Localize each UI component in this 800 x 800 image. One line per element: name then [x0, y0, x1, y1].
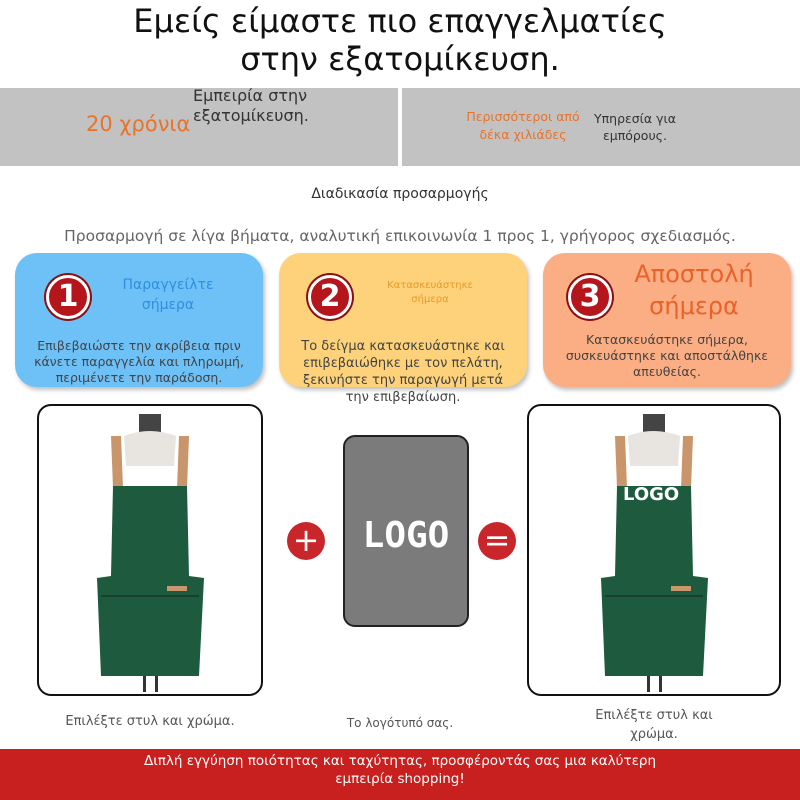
step-desc-3: Κατασκευάστηκε σήμερα, συσκευάστηκε και αποστάλθηκε απευθείας. — [565, 332, 769, 379]
step-desc-2: Το δείγμα κατασκευάστηκε και επιβεβαιώθηκε με τον πελάτη, ξεκινήστε την παραγωγή μετά την επιβεβαίωση. — [301, 339, 505, 405]
apron-logo-frame — [527, 404, 781, 696]
footer-banner: Διπλή εγγύηση ποιότητας και ταχύτητας, προσφέροντάς σας μια καλύτερη εμπειρία shopping! — [0, 749, 800, 800]
step-number-3: 3 — [568, 275, 612, 319]
step-title-3: Αποστολή σήμερα — [634, 260, 754, 320]
plus-icon: + — [287, 522, 325, 560]
equals-icon: = — [478, 522, 516, 560]
caption-left: Επιλέξτε στυλ και χρώμα. — [65, 714, 235, 729]
apron-plain-image — [39, 406, 261, 694]
process-title: Διαδικασία προσαρμογής — [311, 186, 489, 202]
step-number-2: 2 — [308, 275, 352, 319]
step-desc-1: Επιβεβαιώστε την ακρίβεια πριν κάνετε παραγγελία και πληρωμή, περιμένετε την παράδοση. — [34, 338, 244, 385]
process-subtitle: Προσαρμογή σε λίγα βήματα, αναλυτική επικοινωνία 1 προς 1, γρήγορος σχεδιασμός. — [64, 227, 736, 245]
logo-placeholder: LOGO — [343, 435, 469, 627]
apron-logo-image — [529, 406, 779, 694]
page-title: Εμείς είμαστε πιο επαγγελματίες στην εξατομίκευση. — [133, 2, 667, 78]
step-title-1: Παραγγείλτε σήμερα — [122, 277, 214, 313]
step-number-1: 1 — [46, 275, 90, 319]
apron-logo-text: LOGO — [623, 484, 680, 505]
step-title-2: Κατασκευάστηκε σήμερα — [387, 280, 473, 305]
service-desc: Υπηρεσία για εμπόρους. — [593, 111, 676, 143]
caption-middle: Το λογότυπό σας. — [346, 716, 454, 730]
years-stat: 20 χρόνια — [86, 112, 191, 136]
years-desc: Εμπειρία στην εξατομίκευση. — [193, 86, 309, 125]
apron-plain-frame — [37, 404, 263, 696]
many-stat: Περισσότεροι από δέκα χιλιάδες — [466, 109, 580, 142]
caption-right: Επιλέξτε στυλ και χρώμα. — [595, 708, 713, 742]
